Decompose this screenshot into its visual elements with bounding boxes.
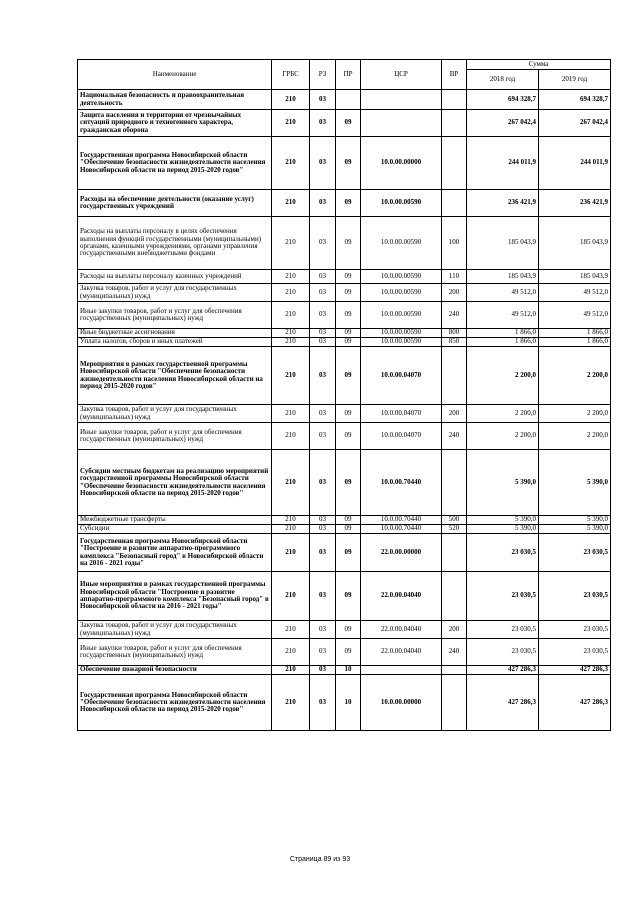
- table-row: [78, 675, 611, 731]
- cell-csr: 10.0.00.00590: [361, 338, 442, 347]
- cell-grbs: 210: [272, 516, 310, 525]
- cell-s2019: 23 030,5: [539, 572, 611, 621]
- cell-grbs: 210: [272, 405, 310, 423]
- page-footer: Страница 89 из 93: [289, 856, 351, 863]
- cell-s2018: 694 328,7: [467, 90, 539, 110]
- cell-name: Иные закупки товаров, работ и услуг для обеспечения государственных (муниципальных) нужд: [78, 302, 272, 329]
- cell-pr: 09: [336, 338, 361, 347]
- cell-grbs: 210: [272, 270, 310, 284]
- cell-name: Иные мероприятия в рамках государственной программы Новосибирской области "Построение и развитие аппаратно-программного комплекса "Безопасный город" в Новосибирской области на 2016 - 2021 годы": [78, 572, 272, 621]
- cell-rz: 03: [310, 516, 336, 525]
- cell-vr: [442, 572, 467, 621]
- cell-csr: 10.0.00.00590: [361, 302, 442, 329]
- table-row: [78, 621, 611, 639]
- cell-grbs: 210: [272, 450, 310, 516]
- table-row: [78, 90, 611, 110]
- header-2018: 2018 год: [467, 70, 539, 90]
- cell-csr: [361, 110, 442, 137]
- cell-s2018: 5 390,0: [467, 450, 539, 516]
- cell-pr: 09: [336, 270, 361, 284]
- cell-grbs: 210: [272, 423, 310, 450]
- cell-pr: 09: [336, 534, 361, 572]
- cell-grbs: 210: [272, 302, 310, 329]
- cell-csr: 10.0.00.00590: [361, 329, 442, 338]
- cell-grbs: 210: [272, 572, 310, 621]
- cell-pr: 09: [336, 284, 361, 302]
- cell-s2018: 244 011,9: [467, 137, 539, 190]
- cell-grbs: 210: [272, 666, 310, 675]
- table-row: [78, 423, 611, 450]
- cell-name: Обеспечение пожарной безопасности: [78, 666, 272, 675]
- table-row: [78, 329, 611, 338]
- cell-name: Закупка товаров, работ и услуг для государственных (муниципальных) нужд: [78, 621, 272, 639]
- cell-pr: 09: [336, 516, 361, 525]
- cell-s2019: 427 286,3: [539, 666, 611, 675]
- table-body: [78, 90, 611, 731]
- cell-s2018: 267 042,4: [467, 110, 539, 137]
- cell-vr: 200: [442, 621, 467, 639]
- table-row: [78, 110, 611, 137]
- cell-pr: 09: [336, 190, 361, 217]
- cell-s2018: 23 030,5: [467, 639, 539, 666]
- cell-rz: 03: [310, 675, 336, 731]
- table-row: [78, 405, 611, 423]
- cell-csr: 22.0.00.00000: [361, 534, 442, 572]
- header-pr: ПР: [336, 60, 361, 90]
- header-rz: РЗ: [310, 60, 336, 90]
- cell-s2018: 49 512,0: [467, 302, 539, 329]
- cell-rz: 03: [310, 302, 336, 329]
- cell-name: Государственная программа Новосибирской области "Обеспечение безопасности жизнедеятельности населения Новосибирской области на период 2015-2020 годов": [78, 137, 272, 190]
- cell-rz: 03: [310, 525, 336, 534]
- cell-name: Мероприятия в рамках государственной программы Новосибирской области "Обеспечение безопасности жизнедеятельности населения Новосибирской области на период 2015-2020 годов": [78, 347, 272, 405]
- cell-rz: 03: [310, 90, 336, 110]
- cell-grbs: 210: [272, 675, 310, 731]
- cell-rz: 03: [310, 450, 336, 516]
- cell-rz: 03: [310, 217, 336, 270]
- cell-s2019: 427 286,3: [539, 675, 611, 731]
- cell-rz: 03: [310, 338, 336, 347]
- cell-csr: 10.0.00.00000: [361, 675, 442, 731]
- cell-s2019: 49 512,0: [539, 302, 611, 329]
- cell-vr: [442, 347, 467, 405]
- cell-s2018: 427 286,3: [467, 675, 539, 731]
- cell-csr: 10.0.00.70440: [361, 450, 442, 516]
- header-vr: ВР: [442, 60, 467, 90]
- cell-vr: 500: [442, 516, 467, 525]
- cell-rz: 03: [310, 639, 336, 666]
- table-row: [78, 284, 611, 302]
- cell-name: Субсидии местным бюджетам на реализацию мероприятий государственной программы Новосибирской области "Обеспечение безопасности жизнедеятельности населения Новосибирской области на период 2015-2020 годов": [78, 450, 272, 516]
- cell-rz: 03: [310, 110, 336, 137]
- cell-csr: 22.0.00.04040: [361, 572, 442, 621]
- cell-s2018: 5 390,0: [467, 516, 539, 525]
- cell-s2019: 267 042,4: [539, 110, 611, 137]
- cell-name: Закупка товаров, работ и услуг для государственных (муниципальных) нужд: [78, 405, 272, 423]
- cell-grbs: 210: [272, 525, 310, 534]
- header-grbs: ГРБС: [272, 60, 310, 90]
- cell-s2019: 185 043,9: [539, 217, 611, 270]
- cell-name: Национальная безопасность и правоохранительная деятельность: [78, 90, 272, 110]
- cell-grbs: 210: [272, 338, 310, 347]
- cell-csr: [361, 90, 442, 110]
- cell-csr: 10.0.00.00590: [361, 284, 442, 302]
- table-row: [78, 450, 611, 516]
- table-row: [78, 347, 611, 405]
- cell-s2018: 427 286,3: [467, 666, 539, 675]
- cell-name: Защита населения и территории от чрезвычайных ситуаций природного и техногенного характера, гражданская оборона: [78, 110, 272, 137]
- cell-pr: 09: [336, 347, 361, 405]
- cell-pr: 09: [336, 639, 361, 666]
- cell-csr: 22.0.00.04040: [361, 639, 442, 666]
- table-row: [78, 270, 611, 284]
- cell-s2019: 5 390,0: [539, 525, 611, 534]
- cell-s2018: 1 866,0: [467, 338, 539, 347]
- cell-csr: 10.0.00.04070: [361, 347, 442, 405]
- cell-grbs: 210: [272, 284, 310, 302]
- cell-grbs: 210: [272, 190, 310, 217]
- cell-vr: 850: [442, 338, 467, 347]
- cell-csr: 10.0.00.70440: [361, 516, 442, 525]
- cell-pr: 09: [336, 450, 361, 516]
- header-csr: ЦСР: [361, 60, 442, 90]
- cell-rz: 03: [310, 621, 336, 639]
- cell-pr: 09: [336, 621, 361, 639]
- cell-s2019: 23 030,5: [539, 621, 611, 639]
- cell-name: Закупка товаров, работ и услуг для государственных (муниципальных) нужд: [78, 284, 272, 302]
- cell-vr: 800: [442, 329, 467, 338]
- cell-pr: 09: [336, 137, 361, 190]
- cell-pr: 09: [336, 405, 361, 423]
- cell-s2019: 2 200,0: [539, 423, 611, 450]
- cell-name: Расходы на обеспечение деятельности (оказание услуг) государственных учреждений: [78, 190, 272, 217]
- cell-vr: 100: [442, 217, 467, 270]
- cell-grbs: 210: [272, 534, 310, 572]
- cell-s2018: 5 390,0: [467, 525, 539, 534]
- cell-vr: 240: [442, 639, 467, 666]
- cell-vr: 520: [442, 525, 467, 534]
- budget-table: [77, 59, 611, 731]
- cell-csr: 10.0.00.00590: [361, 270, 442, 284]
- cell-s2019: 5 390,0: [539, 516, 611, 525]
- cell-csr: 10.0.00.04070: [361, 405, 442, 423]
- cell-grbs: 210: [272, 110, 310, 137]
- cell-vr: [442, 90, 467, 110]
- cell-name: Иные бюджетные ассигнования: [78, 329, 272, 338]
- table-row: [78, 572, 611, 621]
- cell-pr: 09: [336, 110, 361, 137]
- cell-vr: [442, 137, 467, 190]
- header-name: Наименование: [78, 60, 272, 90]
- cell-name: Расходы на выплаты персоналу в целях обеспечения выполнения функций государственными (муниципальными) органами, казенными учреждениями, органами управления государственными внебюджетными фондами: [78, 217, 272, 270]
- cell-pr: 09: [336, 329, 361, 338]
- cell-s2018: 236 421,9: [467, 190, 539, 217]
- cell-csr: 10.0.00.00590: [361, 190, 442, 217]
- cell-pr: 09: [336, 525, 361, 534]
- cell-s2019: 236 421,9: [539, 190, 611, 217]
- cell-s2019: 23 030,5: [539, 534, 611, 572]
- cell-s2018: 49 512,0: [467, 284, 539, 302]
- table-row: [78, 302, 611, 329]
- cell-vr: 110: [442, 270, 467, 284]
- cell-csr: [361, 666, 442, 675]
- table-row: [78, 190, 611, 217]
- cell-s2018: 2 200,0: [467, 423, 539, 450]
- cell-s2018: 185 043,9: [467, 270, 539, 284]
- cell-s2018: 2 200,0: [467, 347, 539, 405]
- cell-name: Государственная программа Новосибирской области "Построение и развитие аппаратно-программного комплекса "Безопасный город" в Новосибирской области на 2016 - 2021 годы": [78, 534, 272, 572]
- cell-pr: 09: [336, 572, 361, 621]
- cell-vr: [442, 675, 467, 731]
- cell-s2019: 49 512,0: [539, 284, 611, 302]
- cell-name: Иные закупки товаров, работ и услуг для обеспечения государственных (муниципальных) нужд: [78, 639, 272, 666]
- cell-grbs: 210: [272, 621, 310, 639]
- cell-name: Иные закупки товаров, работ и услуг для обеспечения государственных (муниципальных) нужд: [78, 423, 272, 450]
- cell-rz: 03: [310, 666, 336, 675]
- cell-rz: 03: [310, 284, 336, 302]
- cell-csr: 22.0.00.04040: [361, 621, 442, 639]
- cell-grbs: 210: [272, 347, 310, 405]
- cell-vr: [442, 666, 467, 675]
- cell-grbs: 210: [272, 137, 310, 190]
- cell-s2018: 23 030,5: [467, 572, 539, 621]
- cell-grbs: 210: [272, 217, 310, 270]
- cell-name: Субсидии: [78, 525, 272, 534]
- cell-vr: [442, 450, 467, 516]
- cell-s2019: 2 200,0: [539, 347, 611, 405]
- cell-pr: 09: [336, 302, 361, 329]
- cell-vr: [442, 110, 467, 137]
- cell-name: Межбюджетные трансферты: [78, 516, 272, 525]
- cell-csr: 10.0.00.00000: [361, 137, 442, 190]
- cell-rz: 03: [310, 190, 336, 217]
- cell-rz: 03: [310, 423, 336, 450]
- cell-pr: 10: [336, 675, 361, 731]
- cell-grbs: 210: [272, 90, 310, 110]
- cell-pr: 09: [336, 217, 361, 270]
- cell-csr: 10.0.00.70440: [361, 525, 442, 534]
- cell-rz: 03: [310, 137, 336, 190]
- table-row: [78, 639, 611, 666]
- header-sum: Сумма: [467, 60, 611, 70]
- cell-pr: 09: [336, 423, 361, 450]
- cell-rz: 03: [310, 405, 336, 423]
- cell-name: Государственная программа Новосибирской области "Обеспечение безопасности жизнедеятельности населения Новосибирской области на период 2015-2020 годов": [78, 675, 272, 731]
- cell-rz: 03: [310, 329, 336, 338]
- cell-s2019: 185 043,9: [539, 270, 611, 284]
- table-row: [78, 534, 611, 572]
- cell-vr: 200: [442, 405, 467, 423]
- cell-s2018: 23 030,5: [467, 621, 539, 639]
- cell-s2019: 1 866,0: [539, 338, 611, 347]
- cell-s2019: 2 200,0: [539, 405, 611, 423]
- table-row: [78, 516, 611, 525]
- cell-vr: [442, 190, 467, 217]
- cell-vr: 200: [442, 284, 467, 302]
- table-row: [78, 525, 611, 534]
- cell-pr: 10: [336, 666, 361, 675]
- cell-pr: [336, 90, 361, 110]
- table-row: [78, 338, 611, 347]
- cell-s2019: 1 866,0: [539, 329, 611, 338]
- cell-vr: 240: [442, 423, 467, 450]
- cell-s2019: 23 030,5: [539, 639, 611, 666]
- cell-rz: 03: [310, 572, 336, 621]
- table-row: [78, 666, 611, 675]
- table-row: [78, 217, 611, 270]
- cell-s2018: 23 030,5: [467, 534, 539, 572]
- cell-vr: [442, 534, 467, 572]
- cell-vr: 240: [442, 302, 467, 329]
- cell-s2018: 1 866,0: [467, 329, 539, 338]
- cell-grbs: 210: [272, 639, 310, 666]
- cell-rz: 03: [310, 534, 336, 572]
- cell-rz: 03: [310, 270, 336, 284]
- cell-s2019: 5 390,0: [539, 450, 611, 516]
- cell-rz: 03: [310, 347, 336, 405]
- table-row: [78, 137, 611, 190]
- cell-csr: 10.0.00.00590: [361, 217, 442, 270]
- cell-s2019: 244 011,9: [539, 137, 611, 190]
- cell-s2019: 694 328,7: [539, 90, 611, 110]
- cell-name: Уплата налогов, сборов и иных платежей: [78, 338, 272, 347]
- cell-name: Расходы на выплаты персоналу казенных учреждений: [78, 270, 272, 284]
- header-2019: 2019 год: [539, 70, 611, 90]
- cell-csr: 10.0.00.04070: [361, 423, 442, 450]
- cell-grbs: 210: [272, 329, 310, 338]
- cell-s2018: 185 043,9: [467, 217, 539, 270]
- cell-s2018: 2 200,0: [467, 405, 539, 423]
